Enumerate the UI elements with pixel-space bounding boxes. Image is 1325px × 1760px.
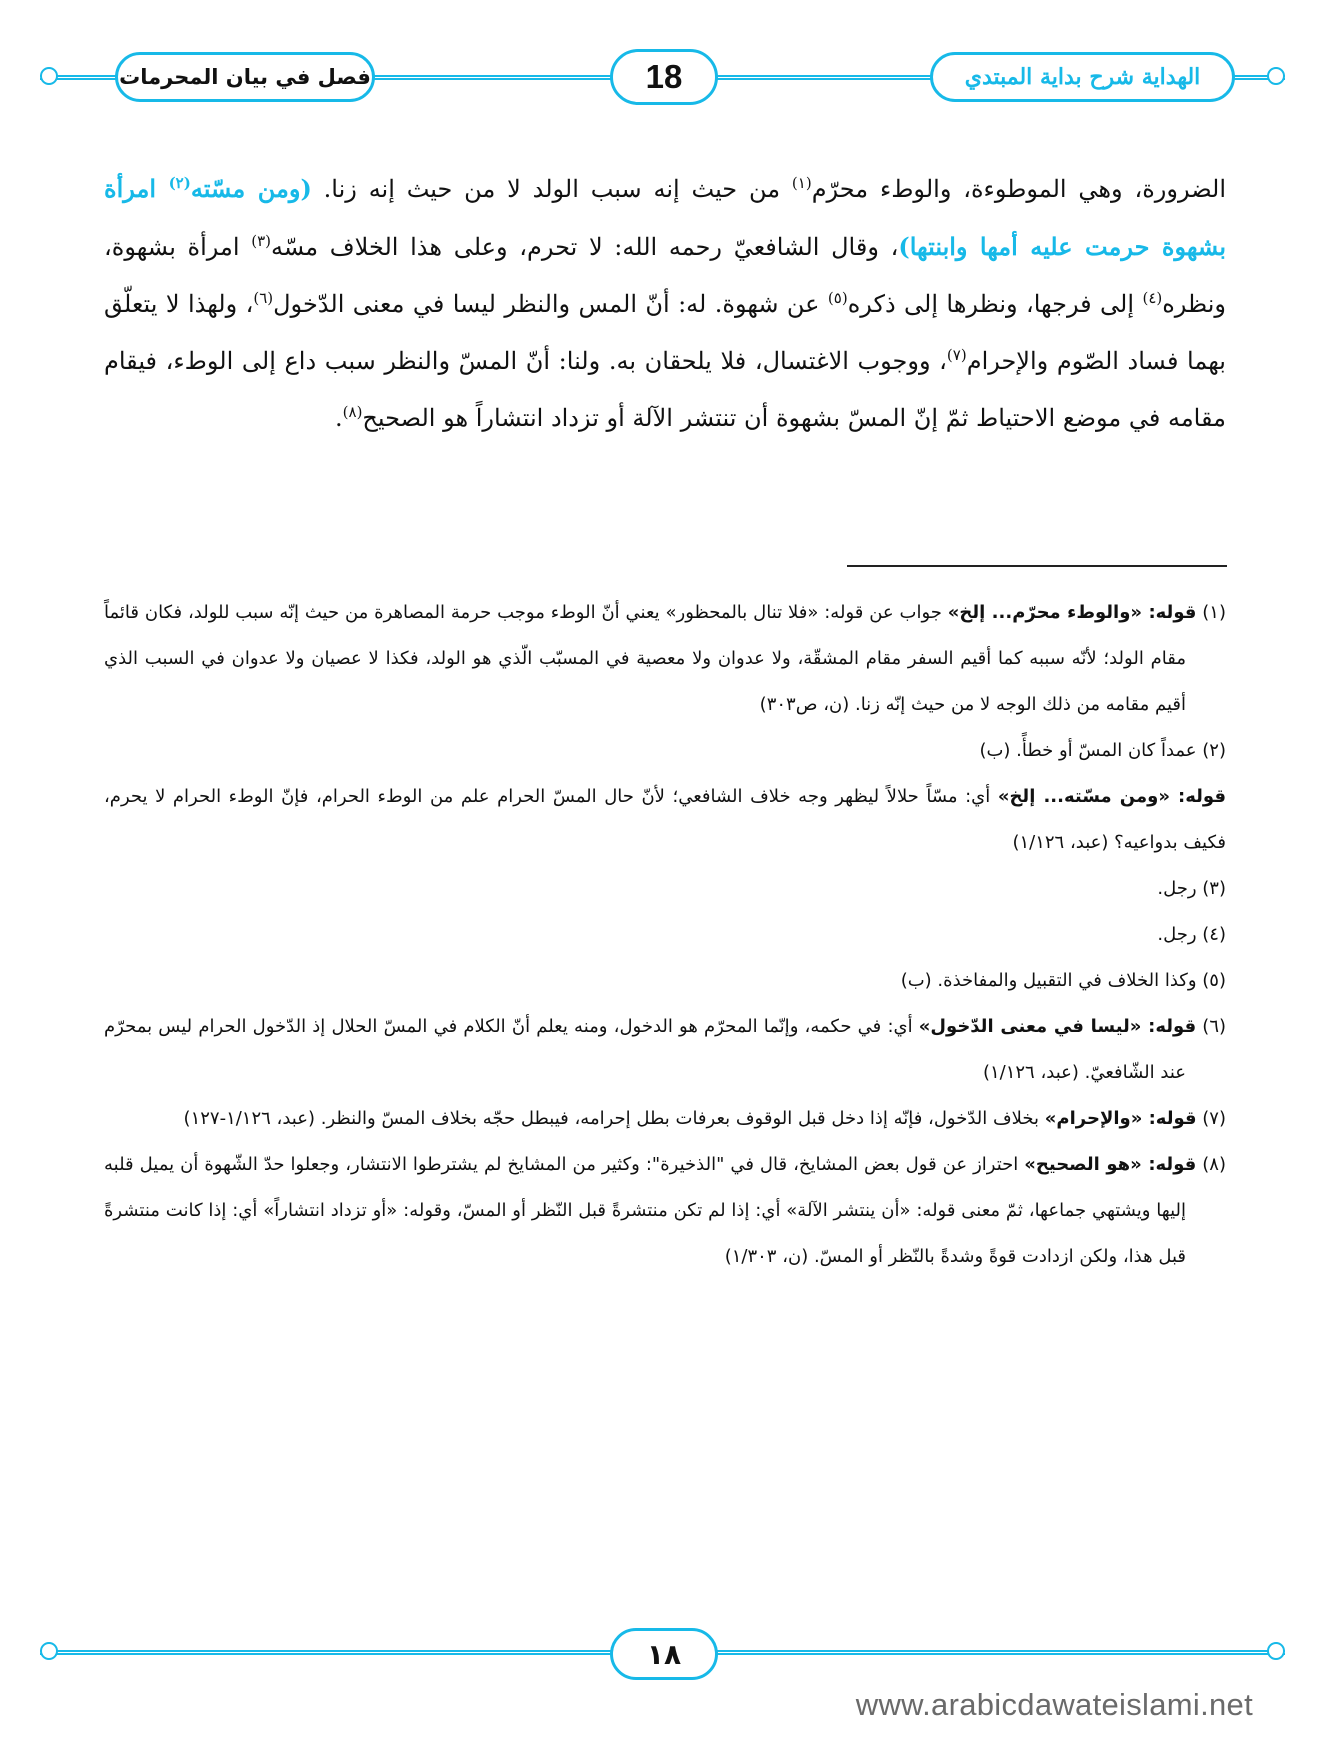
footnote-label: قوله: «والوطء محرّم... إلخ» [947, 602, 1197, 623]
matn-highlight: امرأة بشهوة حرمت عليه أمها وابنتها) [104, 174, 1226, 261]
footnote-label: قوله: «ومن مسّته... إلخ» [997, 786, 1227, 807]
page-number-top: 18 [610, 49, 718, 105]
footnote-3: (٣) رجل. [1157, 878, 1226, 899]
main-text-segment: عن شهوة. له: أنّ المس والنظر ليسا في معنى الدّخول [273, 290, 828, 318]
footnote-ref-1: (١) [791, 174, 812, 192]
footnote-label: قوله: «والإحرام» [1044, 1108, 1197, 1129]
footnote-ref-3: (٣) [251, 232, 271, 250]
main-text-segment: ، وقال الشافعيّ رحمه الله: لا تحرم، وعلى هذا الخلاف مسّه [271, 233, 899, 261]
main-text-segment: . [335, 404, 343, 432]
footnote-2-comment [104, 774, 1226, 866]
footnote-number: (٧) [1196, 1108, 1226, 1129]
website-url: www.arabicdawateislami.net [855, 1687, 1253, 1722]
page-header [40, 44, 1285, 108]
page-number-bottom: ١٨ [610, 1628, 718, 1680]
footnote-text: أي: في حكمه، وإنّما المحرّم هو الدخول، ومنه يعلم أنّ الكلام في المسّ الحلال إذ الدّخول الحرام ليس بمحرّم عند الشّافعيّ. (عبد، ١/١٢٦) [104, 1016, 1186, 1083]
footnote-6 [104, 1004, 1226, 1096]
main-text-segment: إلى فرجها، ونظرها إلى ذكره [847, 290, 1143, 318]
footnote-ref-2: (٢) [168, 174, 191, 192]
main-text-segment: ، ووجوب الاغتسال، فلا يلحقان به. ولنا: أنّ المسّ والنظر سبب داع إلى الوطء، فيقام مقامه في موضع الاحتياط ثمّ إنّ المسّ بشهوة أن تنتشر الآلة أو تزداد انتشاراً هو الصحيح [104, 347, 1226, 432]
main-text [104, 160, 1226, 447]
main-text-segment: الضرورة، وهي الموطوءة، والوطء محرّم [811, 175, 1226, 203]
footnote-number: (٨) [1196, 1154, 1226, 1175]
chapter-title: فصل في بيان المحرمات [115, 52, 375, 102]
page-footer [40, 1624, 1285, 1684]
footnote-divider [847, 565, 1227, 567]
header-ornament-right [1267, 67, 1285, 85]
footnote-7 [104, 1096, 1226, 1142]
footnote-ref-8: (٨) [342, 403, 363, 421]
footnote-text: بخلاف الدّخول، فإنّه إذا دخل قبل الوقوف بعرفات بطل إحرامه، فيبطل حجّه بخلاف المسّ والنظر. (عبد، ١/١٢٦-١٢٧) [183, 1108, 1045, 1129]
footnote-label: قوله: «هو الصحيح» [1024, 1154, 1197, 1175]
footnote-text: جواب عن قوله: «فلا تنال بالمحظور» يعني أنّ الوطء موجب حرمة المصاهرة من حيث إنّه سبب للولد، فكان قائماً مقام الولد؛ لأنّه سببه كما أقيم السفر مقام المشقّة، ولا عدوان ولا معصية في المسبّب الّذي هو الولد، فكذا لا عصيان ولا عدوان في السبب الذي أقيم مقامه من ذلك الوجه لا من حيث إنّه زنا. (ن، ص٣٠٣) [104, 602, 1186, 715]
footnote-label: قوله: «ليسا في معنى الدّخول» [918, 1016, 1197, 1037]
footnote-5: (٥) وكذا الخلاف في التقبيل والمفاخذة. (ب) [900, 970, 1226, 991]
footnote-number: (١) [1196, 602, 1226, 623]
footnotes [104, 590, 1226, 1280]
footer-ornament-right [1267, 1642, 1285, 1660]
book-title: الهداية شرح بداية المبتدي [930, 52, 1235, 102]
footnote-8 [104, 1142, 1226, 1280]
footnote-ref-5: (٥) [827, 289, 848, 307]
footnote-1 [104, 590, 1226, 728]
footer-ornament-left [40, 1642, 58, 1660]
main-text-segment: من حيث إنه سبب الولد لا من حيث إنه زنا. [311, 175, 792, 203]
matn-highlight: (ومن مسّته [190, 174, 312, 203]
footnote-text: أي: مسّاً حلالاً ليظهر وجه خلاف الشافعي؛ لأنّ حال المسّ الحرام علم من الوطء الحرام، فإنّ الوطء الحرام لا يحرم، فكيف بدواعيه؟ (عبد، ١/١٢٦) [104, 786, 1226, 853]
main-text-segment: امرأة بشهوة، ونظره [104, 233, 1227, 318]
main-text-segment: ، ولهذا لا يتعلّق بهما فساد الصّوم والإحرام [104, 290, 1226, 375]
footnote-ref-4: (٤) [1142, 289, 1163, 307]
footnote-ref-7: (٧) [946, 346, 967, 364]
header-ornament-left [40, 67, 58, 85]
footnote-ref-6: (٦) [253, 289, 274, 307]
footnote-text: احتراز عن قول بعض المشايخ، قال في "الذخيرة": وكثير من المشايخ لم يشترطوا الانتشار، وجعلوا حدّ الشّهوة أن يميل قلبه إليها ويشتهي جماعها، ثمّ معنى قوله: «أن ينتشر الآلة» أي: إذا لم تكن منتشرةً قبل النّظر أو المسّ، وقوله: «أو تزداد انتشاراً» أي: إذا كانت منتشرةً قبل هذا، ولكن ازدادت قوةً وشدةً بالنّظر أو المسّ. (ن، ١/٣٠٣) [104, 1154, 1186, 1267]
footnote-2: (٢) عمداً كان المسّ أو خطأً. (ب) [979, 740, 1226, 761]
footnote-number: (٦) [1196, 1016, 1227, 1037]
footnote-4: (٤) رجل. [1157, 924, 1226, 945]
